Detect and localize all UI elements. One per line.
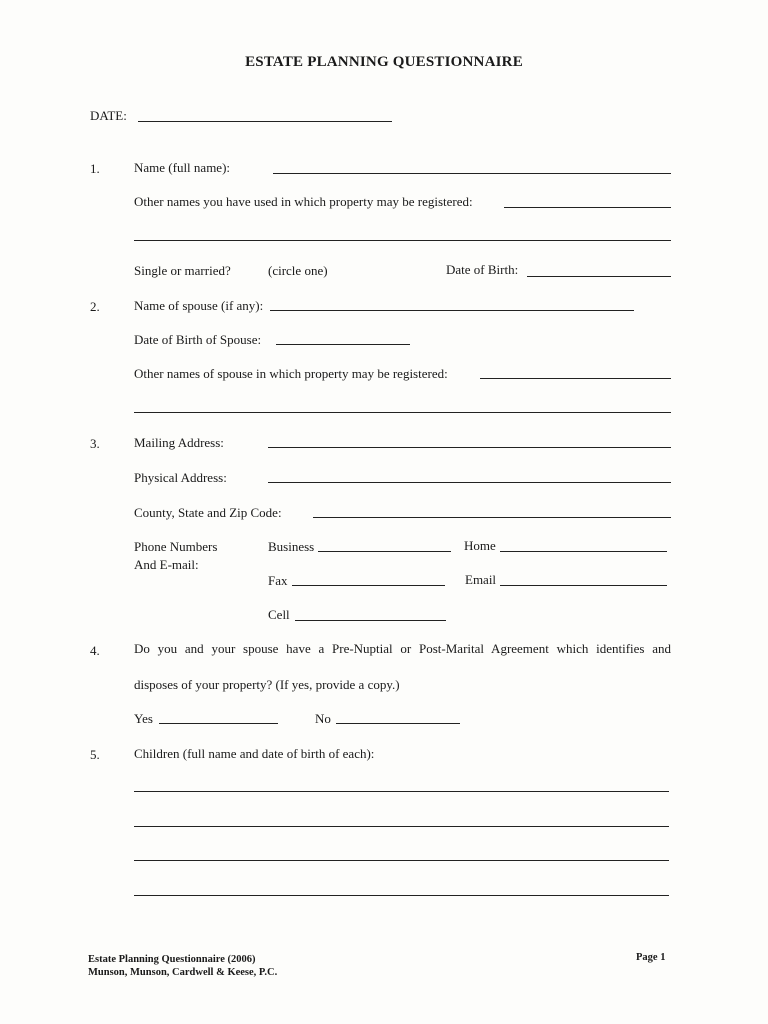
footer-form-title: Estate Planning Questionnaire (2006) [88,954,256,965]
home-phone-label: Home [464,538,496,553]
q2-number: 2. [90,299,100,314]
date-field[interactable] [138,121,392,122]
children-field-4[interactable] [134,895,669,896]
other-names-field[interactable] [504,207,671,208]
mailing-address-label: Mailing Address: [134,435,224,450]
children-field-2[interactable] [134,826,669,827]
spouse-other-names-field-2[interactable] [134,412,671,413]
full-name-field[interactable] [273,173,671,174]
children-field-1[interactable] [134,791,669,792]
email-field[interactable] [500,585,667,586]
full-name-label: Name (full name): [134,160,231,175]
children-field-3[interactable] [134,860,669,861]
spouse-other-names-label: Other names of spouse in which property may be registered: [134,366,448,381]
home-phone-field[interactable] [500,551,667,552]
circle-one-label: (circle one) [268,263,328,278]
q4-number: 4. [90,643,100,658]
fax-field[interactable] [292,585,445,586]
county-state-zip-field[interactable] [313,517,671,518]
business-phone-label: Business [268,539,315,554]
spouse-name-field[interactable] [270,310,634,311]
dob-field[interactable] [527,276,671,277]
page-title: ESTATE PLANNING QUESTIONNAIRE [245,54,523,70]
yes-field[interactable] [159,723,278,724]
footer-firm-name: Munson, Munson, Cardwell & Keese, P.C. [88,967,278,978]
fax-label: Fax [268,573,288,588]
phone-numbers-label: Phone Numbers [134,539,218,554]
other-names-field-2[interactable] [134,240,671,241]
agreement-question-line-2: disposes of your property? (If yes, provide a copy.) [134,677,400,692]
other-names-label: Other names you have used in which property may be registered: [134,194,473,209]
physical-address-field[interactable] [268,482,671,483]
spouse-dob-field[interactable] [276,344,410,345]
email-label: Email [465,572,497,587]
agreement-question-line-1: Do you and your spouse have a Pre-Nuptial or Post-Marital Agreement which identifies and [134,641,671,656]
mailing-address-field[interactable] [268,447,671,448]
children-label: Children (full name and date of birth of each): [134,746,375,761]
spouse-name-label: Name of spouse (if any): [134,298,264,313]
business-phone-field[interactable] [318,551,451,552]
single-married-label: Single or married? [134,263,231,278]
no-label: No [315,711,331,726]
no-field[interactable] [336,723,460,724]
spouse-other-names-field[interactable] [480,378,671,379]
date-label: DATE: [90,108,127,123]
county-state-zip-label: County, State and Zip Code: [134,505,282,520]
cell-field[interactable] [295,620,446,621]
spouse-dob-label: Date of Birth of Spouse: [134,332,262,347]
dob-label: Date of Birth: [446,262,519,277]
q1-number: 1. [90,161,100,176]
yes-label: Yes [134,711,153,726]
physical-address-label: Physical Address: [134,470,227,485]
cell-label: Cell [268,607,290,622]
q5-number: 5. [90,747,100,762]
email-section-label: And E-mail: [134,557,199,572]
q3-number: 3. [90,436,100,451]
page-number: Page 1 [636,952,666,963]
